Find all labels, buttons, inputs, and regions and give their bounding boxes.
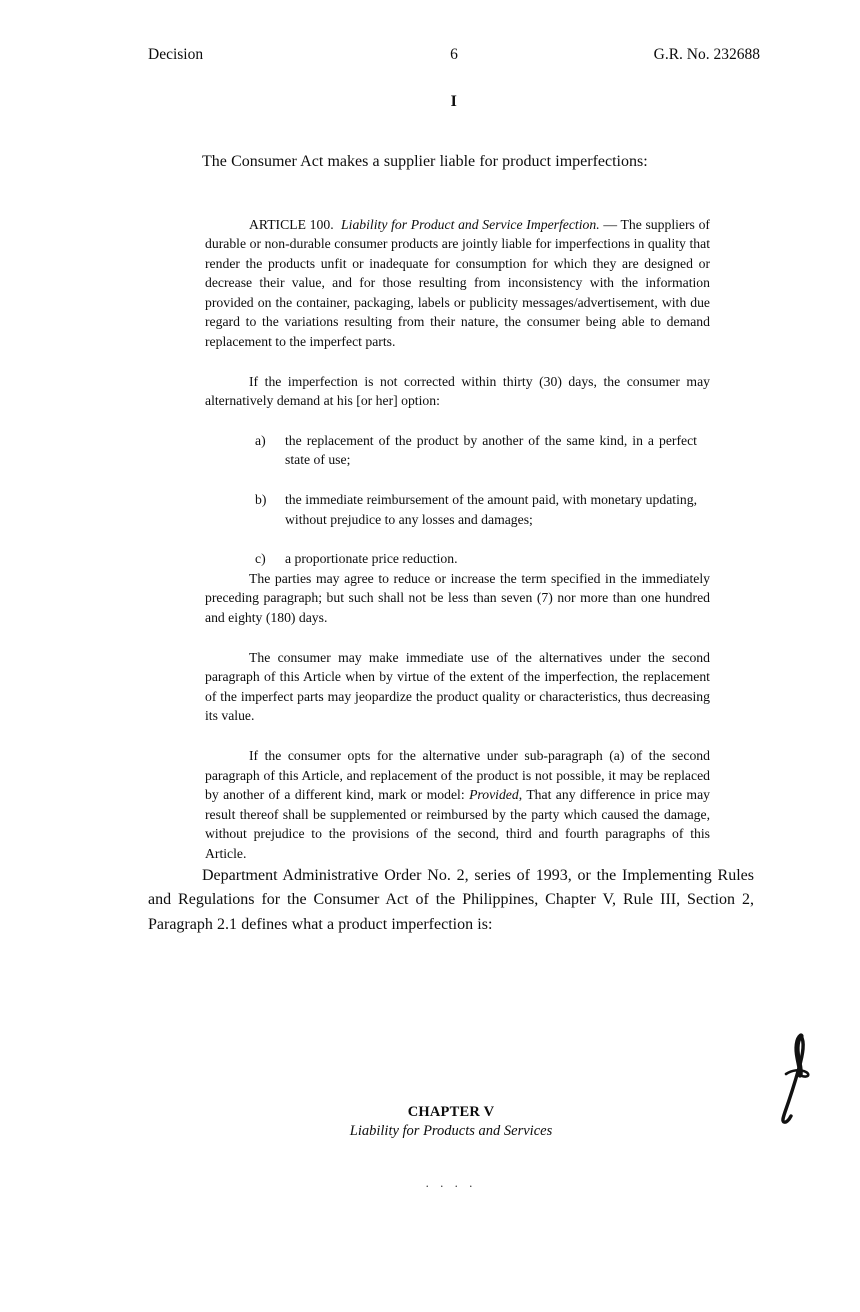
list-item (255, 490, 697, 529)
quote-paragraph-5 (205, 746, 710, 864)
chapter-heading-block (148, 1103, 754, 1191)
list-item-marker: c) (255, 551, 266, 567)
quote-paragraph-4: The consumer may make immediate use of the alternatives under the second paragraph of this Article when by virtue of the extent of the imperfection, the replacement of the imperfect parts may jeopardize the product quality or characteristics, thus decreasing its value. (205, 649, 710, 724)
running-header (148, 44, 760, 66)
lead-in-paragraph: The Consumer Act makes a supplier liable for product imperfections: (202, 153, 648, 170)
list-item (255, 431, 697, 470)
list-item-text: the replacement of the product by another of the same kind, in a perfect state of use; (285, 432, 697, 468)
header-case-number: G.R. No. 232688 (653, 46, 760, 63)
header-document-type: Decision (148, 46, 204, 63)
quote-options-list (205, 431, 710, 569)
list-item (255, 549, 697, 569)
article-label: ARTICLE 100. (249, 216, 334, 232)
closing-paragraph: Department Administrative Order No. 2, series of 1993, or the Implementing Rules and Regulations for the Consumer Act of the Philippines, Chapter V, Rule III, Section 2, Paragraph 2.1 defines what a product imperfection is: (148, 866, 754, 933)
omission-ellipsis: . . . . (425, 1175, 477, 1190)
list-item-marker: b) (255, 492, 267, 508)
chapter-subtitle: Liability for Products and Services (349, 1123, 553, 1139)
quote-article-100-paragraph (205, 215, 710, 352)
chapter-title: CHAPTER V (407, 1104, 495, 1120)
article-title: Liability for Product and Service Imperfection. (341, 216, 600, 232)
header-page-number: 6 (450, 46, 458, 63)
quote-paragraph-5-lead: If the consumer opts for the alternative under sub-paragraph (a) of the second paragraph of this Article, and replacement of the product is not possible, it may be replaced by another of a different kind, mark or model: (205, 747, 710, 803)
quote-paragraph-5-tail: , That any difference in price may result thereof shall be supplemented or reimbursed by the party which caused the damage, without prejudice to the provisions of the second, third and fourth paragraphs of this Article. (205, 787, 710, 861)
handwritten-initial-icon (770, 1028, 830, 1128)
quote-paragraph-2: If the imperfection is not corrected within thirty (30) days, the consumer may alternatively demand at his [or her] option: (205, 373, 710, 409)
article-body-text: The suppliers of durable or non-durable consumer products are jointly liable for imperfections in quality that render the products unfit or inadequate for consumption for which they are designed or decrease their value, and for those resulting from inconsistency with the information provided on the container, packaging, labels or publicity messages/advertisement, with due regard to the variations resulting from their nature, the consumer being able to demand replacement to the imperfect parts. (205, 216, 710, 350)
list-item-marker: a) (255, 432, 266, 448)
list-item-text: a proportionate price reduction. (285, 551, 458, 567)
article-em-dash: — (603, 216, 618, 232)
quote-paragraph-3: The parties may agree to reduce or increase the term specified in the immediately preceding paragraph; but such shall not be less than seven (7) nor more than one hundred and eighty (180) days. (205, 570, 710, 625)
statute-quotation-block (205, 215, 710, 864)
body-column (148, 150, 754, 937)
section-numeral-heading: I (450, 93, 458, 110)
proviso-keyword: Provided (469, 787, 519, 803)
list-item-text: the immediate reimbursement of the amount paid, with monetary updating, without prejudice to any losses and damages; (285, 492, 697, 527)
